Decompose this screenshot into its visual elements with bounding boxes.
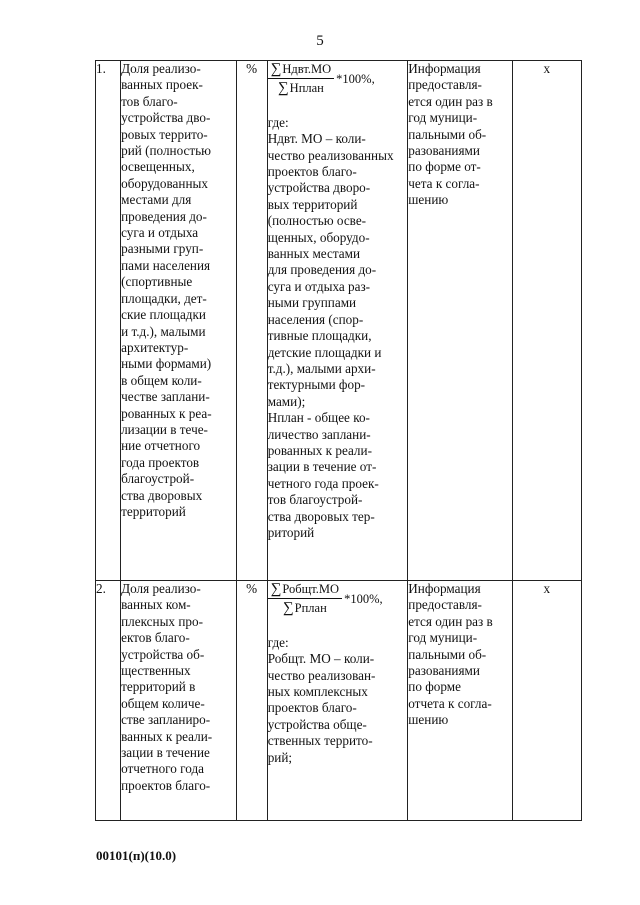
indicator-name-line: суга и отдыха	[121, 225, 199, 241]
footer-document-code: 00101(п)(10.0)	[96, 848, 177, 863]
indicator-name-line: ванных проек-	[121, 77, 203, 93]
indicator-name-line: благоустрой-	[121, 471, 195, 487]
formula-cell	[267, 61, 408, 581]
formula-desc-line: суга и отдыха раз-	[267, 278, 371, 294]
formula-desc-line: детские площадки и	[267, 344, 382, 360]
indicator-name-line: Доля реализо-	[121, 61, 201, 76]
source-line: предоставля-	[408, 597, 482, 613]
indicator-name-line: территорий в	[121, 679, 196, 695]
formula-desc-line: чество реализованных	[267, 147, 394, 163]
formula-desc-line: четного года проек-	[267, 475, 379, 491]
formula-desc-line: устройства обще-	[267, 716, 367, 732]
fraction	[268, 61, 334, 97]
formula-desc-line: тектурными фор-	[267, 377, 366, 393]
indicator-name-line: территорий	[121, 503, 186, 519]
formula-desc-line: личество заплани-	[267, 426, 371, 442]
source-line: шению	[408, 712, 449, 728]
indicator-name-line: местами для	[121, 192, 192, 208]
formula-desc-line: (полностью осве-	[267, 213, 367, 229]
indicator-name-line: устройства об-	[121, 646, 205, 662]
indicator-name-line: зации в течение	[121, 745, 210, 761]
indicator-name-line: отчетного года	[121, 761, 205, 777]
mark-cell: х	[512, 581, 581, 821]
indicator-name-line: рованных к реа-	[121, 405, 212, 421]
indicator-name-line: щественных	[121, 663, 191, 679]
indicator-name-line: (спортивные	[121, 274, 193, 290]
page-number: 5	[316, 33, 324, 49]
source-line: Информация	[408, 581, 481, 596]
indicator-name-line: ние отчетного	[121, 438, 201, 454]
formula-desc-line: щенных, оборудо-	[267, 229, 370, 245]
formula-desc-line: Нплан - общее ко-	[267, 410, 370, 426]
indicator-name-line: ванных к реали-	[121, 728, 213, 744]
formula-desc-line: проектов благо-	[267, 164, 357, 180]
formula-desc-line: чество реализован-	[267, 667, 376, 683]
source-line: год муници-	[408, 110, 478, 126]
source-line: Информация	[408, 61, 481, 76]
indicator-name-line: рий (полностью	[121, 143, 212, 159]
formula-denominator	[275, 79, 327, 96]
formula-numerator	[268, 61, 334, 79]
indicator-name-line: плексных про-	[121, 613, 203, 629]
denominator-text: Рплан	[294, 601, 327, 616]
source-line: ется один раз в	[408, 93, 493, 109]
indicator-name-line: архитектур-	[121, 339, 189, 355]
source-line: пальными об-	[408, 646, 487, 662]
formula-desc-line: тивные площадки,	[267, 328, 372, 344]
indicator-name-line: проектов благо-	[121, 777, 211, 793]
indicator-name-line: честве заплани-	[121, 389, 210, 405]
indicator-table	[95, 60, 582, 821]
denominator-text: Нплан	[289, 81, 324, 96]
formula-desc-line: тов благоустрой-	[267, 492, 363, 508]
formula-desc-line: проектов благо-	[267, 700, 357, 716]
formula-desc-line: рий;	[267, 749, 293, 765]
indicator-name-line: оборудованных	[121, 175, 208, 191]
source-line: по форме от-	[408, 159, 481, 175]
formula-desc-line: населения (спор-	[267, 311, 364, 327]
source-line: предоставля-	[408, 77, 482, 93]
sum-sign: ∑	[270, 581, 282, 597]
formula-desc-line: т.д.), малыми архи-	[267, 360, 376, 376]
source-line: по форме	[408, 679, 461, 695]
indicator-name-line: ские площадки	[121, 307, 206, 323]
unit-cell: %	[236, 581, 267, 821]
sum-sign: ∑	[277, 80, 289, 97]
indicator-name-line: разными груп-	[121, 241, 204, 257]
source-line: год муници-	[408, 630, 478, 646]
formula-multiplier: *100%,	[344, 591, 383, 606]
source-line: шению	[408, 192, 449, 208]
formula-numerator	[268, 581, 342, 599]
formula-desc-line: ванных местами	[267, 246, 361, 262]
row-number-cell: 1.	[96, 61, 121, 581]
unit-cell: %	[236, 61, 267, 581]
source-line: ется один раз в	[408, 613, 493, 629]
formula-desc-line: ства дворовых тер-	[267, 508, 375, 524]
indicator-name-line: Доля реализо-	[121, 581, 201, 596]
indicator-name-line: ектов благо-	[121, 630, 190, 646]
source-line: чета к согла-	[408, 175, 480, 191]
indicator-name-line: в общем коли-	[121, 372, 202, 388]
indicator-name-line: пами населения	[121, 257, 211, 273]
indicator-name-line: ными формами)	[121, 356, 212, 372]
formula-desc-line: где:	[267, 634, 289, 650]
source-cell	[408, 581, 512, 821]
source-line: разованиями	[408, 663, 480, 679]
indicator-name-line: и т.д.), малыми	[121, 323, 206, 339]
fraction	[268, 581, 342, 617]
source-cell	[408, 61, 512, 581]
formula-desc-line: Ндвт. МО – коли-	[267, 131, 366, 147]
indicator-name-cell	[121, 581, 236, 821]
formula-desc-line: рованных к реали-	[267, 442, 372, 458]
source-line: разованиями	[408, 143, 480, 159]
indicator-name-line: общем количе-	[121, 695, 205, 711]
indicator-name-line: устройства дво-	[121, 110, 211, 126]
formula-denominator	[280, 599, 330, 616]
formula-desc-line: риторий	[267, 524, 315, 540]
indicator-name-line: года проектов	[121, 454, 200, 470]
formula-desc-line: устройства дворо-	[267, 180, 371, 196]
numerator-text: Ндвт.МО	[282, 62, 332, 76]
formula-desc-line: для проведения до-	[267, 262, 377, 278]
indicator-name-line: ства дворовых	[121, 487, 203, 503]
formula-desc-line: ственных террито-	[267, 733, 373, 749]
formula-desc-line: зации в течение от-	[267, 459, 377, 475]
formula-desc-line: ных комплексных	[267, 684, 368, 700]
source-line: отчета к согла-	[408, 695, 492, 711]
formula-desc-line: вых территорий	[267, 196, 358, 212]
indicator-name-line: тов благо-	[121, 93, 178, 109]
indicator-name-line: ванных ком-	[121, 597, 191, 613]
indicator-name-line: освещенных,	[121, 159, 195, 175]
indicator-name-line: площадки, дет-	[121, 290, 207, 306]
table-row	[96, 61, 582, 581]
indicator-name-cell	[121, 61, 236, 581]
formula-desc-line: где:	[267, 114, 289, 130]
indicator-name-line: ровых террито-	[121, 126, 208, 142]
formula-desc-line: мами);	[267, 393, 306, 409]
table-row	[96, 581, 582, 821]
formula-desc-line: ными группами	[267, 295, 357, 311]
source-line: пальными об-	[408, 126, 487, 142]
indicator-name-line: проведения до-	[121, 208, 207, 224]
sum-sign: ∑	[282, 600, 294, 617]
formula-multiplier: *100%,	[336, 71, 375, 86]
row-number-cell: 2.	[96, 581, 121, 821]
sum-sign: ∑	[270, 61, 282, 77]
indicator-name-line: лизации в тече-	[121, 421, 208, 437]
formula	[268, 61, 408, 97]
numerator-text: Робщт.МО	[282, 582, 340, 596]
formula	[268, 581, 408, 617]
formula-cell	[267, 581, 408, 821]
indicator-name-line: стве запланиро-	[121, 712, 211, 728]
mark-cell: х	[512, 61, 581, 581]
formula-desc-line: Робщт. МО – коли-	[267, 651, 375, 667]
